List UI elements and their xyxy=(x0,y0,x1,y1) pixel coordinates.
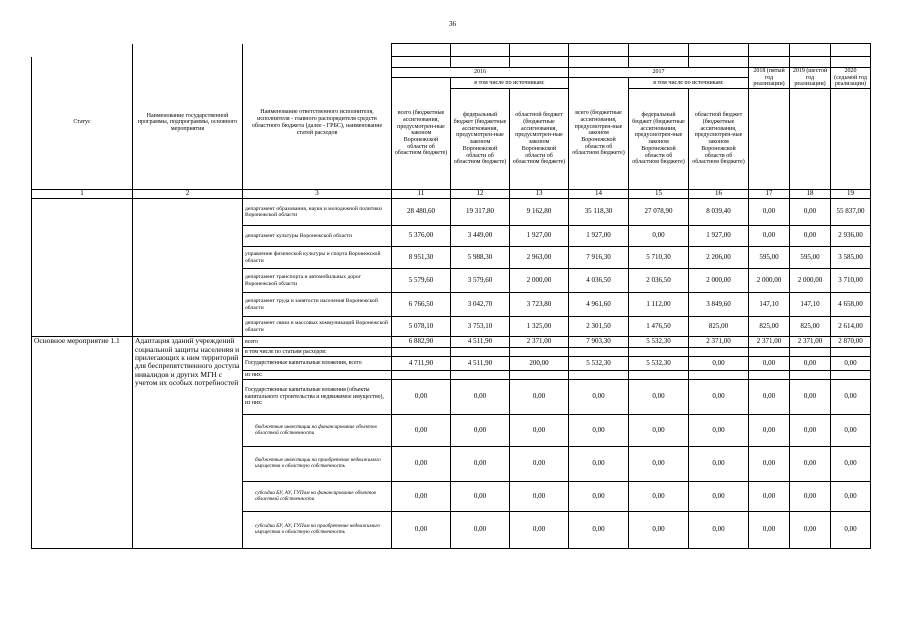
table-header xyxy=(32,44,871,199)
empty-cell xyxy=(831,371,871,380)
value-cell: 8 039,40 xyxy=(689,199,749,226)
value-cell: 825,00 xyxy=(749,317,790,337)
value-cell: 5 710,30 xyxy=(629,247,689,269)
sub-row-label: бюджетные инвестиции на финансирование объектов областной собственности xyxy=(243,415,392,447)
value-cell: 8 951,30 xyxy=(392,247,451,269)
header-empty-cell xyxy=(569,57,629,68)
value-cell: 0,00 xyxy=(392,380,451,415)
total-label: всего xyxy=(243,337,392,348)
value-cell: 0,00 xyxy=(831,415,871,447)
page-number: 36 xyxy=(449,20,456,28)
department-name: департамент связи и массовых коммуникаций Воронежской области xyxy=(243,317,392,337)
empty-cell xyxy=(689,371,749,380)
value-cell: 0,00 xyxy=(790,415,831,447)
value-cell: 3 849,60 xyxy=(689,293,749,317)
header-federal-2016: федеральный бюджет (бюджетные ассигнования, предусмотрен-ные законом Воронежской области об областном бюджете) xyxy=(451,89,510,190)
value-cell: 5 532,30 xyxy=(569,357,629,371)
empty-cell xyxy=(629,348,689,357)
value-cell: 5 988,30 xyxy=(451,247,510,269)
header-empty-cell xyxy=(243,44,392,57)
header-empty-cell xyxy=(790,57,831,68)
value-cell: 5 078,10 xyxy=(392,317,451,337)
header-year-2017: 2017 xyxy=(569,68,749,78)
empty-cell xyxy=(510,348,569,357)
value-cell: 7 903,30 xyxy=(569,337,629,348)
column-number: 12 xyxy=(451,190,510,199)
department-name: департамент образования, науки и молодежной политики Воронежской области xyxy=(243,199,392,226)
column-number: 19 xyxy=(831,190,871,199)
department-name: департамент труда и занятости населения Воронежской области xyxy=(243,293,392,317)
column-numbers-row xyxy=(32,190,871,199)
value-cell: 0,00 xyxy=(510,482,569,512)
header-empty-cell xyxy=(392,44,451,57)
table-row xyxy=(32,199,871,226)
value-cell: 0,00 xyxy=(392,512,451,549)
value-cell: 27 078,90 xyxy=(629,199,689,226)
value-cell: 3 585,00 xyxy=(831,247,871,269)
measure-name: Адаптация зданий учреждений социальной защиты населения и прилегающих к ним территорий для беспрепятственного доступа инвалидов и других МГН с учетом их особых потребностей xyxy=(133,337,243,549)
header-empty-cell xyxy=(831,44,871,57)
value-cell: 0,00 xyxy=(629,512,689,549)
value-cell: 0,00 xyxy=(790,380,831,415)
value-cell: 0,00 xyxy=(569,380,629,415)
value-cell: 4 961,60 xyxy=(569,293,629,317)
of-them-label: из них: xyxy=(243,371,392,380)
column-number: 14 xyxy=(569,190,629,199)
value-cell: 0,00 xyxy=(749,512,790,549)
value-cell: 0,00 xyxy=(790,447,831,482)
empty-cell xyxy=(629,371,689,380)
header-empty-cell xyxy=(689,44,749,57)
status-cell xyxy=(32,199,133,337)
value-cell: 0,00 xyxy=(629,380,689,415)
value-cell: 2 371,00 xyxy=(510,337,569,348)
value-cell: 2 371,00 xyxy=(790,337,831,348)
department-name: департамент транспорта и автомобильных дорог Воронежской области xyxy=(243,269,392,293)
empty-cell xyxy=(451,348,510,357)
value-cell: 0,00 xyxy=(831,380,871,415)
value-cell: 2 000,00 xyxy=(790,269,831,293)
value-cell: 3 579,60 xyxy=(451,269,510,293)
header-empty-cell xyxy=(451,44,510,57)
value-cell: 0,00 xyxy=(451,512,510,549)
empty-cell xyxy=(569,348,629,357)
value-cell: 0,00 xyxy=(392,447,451,482)
value-cell: 0,00 xyxy=(790,357,831,371)
value-cell: 825,00 xyxy=(689,317,749,337)
column-number: 1 xyxy=(32,190,133,199)
value-cell: 3 723,80 xyxy=(510,293,569,317)
value-cell: 0,00 xyxy=(749,447,790,482)
value-cell: 2 963,00 xyxy=(510,247,569,269)
empty-cell xyxy=(510,371,569,380)
value-cell: 0,00 xyxy=(749,482,790,512)
value-cell: 0,00 xyxy=(689,380,749,415)
value-cell: 0,00 xyxy=(451,482,510,512)
value-cell: 0,00 xyxy=(569,512,629,549)
value-cell: 1 927,00 xyxy=(689,226,749,247)
header-empty-cell xyxy=(569,44,629,57)
column-number: 13 xyxy=(510,190,569,199)
header-empty-cell xyxy=(790,89,831,190)
column-number: 2 xyxy=(133,190,243,199)
value-cell: 28 480,60 xyxy=(392,199,451,226)
value-cell: 0,00 xyxy=(831,482,871,512)
value-cell: 0,00 xyxy=(831,512,871,549)
value-cell: 4 658,00 xyxy=(831,293,871,317)
value-cell: 0,00 xyxy=(749,380,790,415)
value-cell: 0,00 xyxy=(392,482,451,512)
value-cell: 0,00 xyxy=(749,357,790,371)
value-cell: 2 036,50 xyxy=(629,269,689,293)
value-cell: 35 118,30 xyxy=(569,199,629,226)
articles-label: в том числе по статьям расходов: xyxy=(243,348,392,357)
header-status: Статус xyxy=(32,57,133,190)
value-cell: 2 371,00 xyxy=(749,337,790,348)
value-cell: 2 614,00 xyxy=(831,317,871,337)
value-cell: 1 112,00 xyxy=(629,293,689,317)
value-cell: 3 710,00 xyxy=(831,269,871,293)
value-cell: 0,00 xyxy=(629,226,689,247)
value-cell: 2 000,00 xyxy=(689,269,749,293)
value-cell: 0,00 xyxy=(689,512,749,549)
value-cell: 0,00 xyxy=(510,512,569,549)
empty-cell xyxy=(790,348,831,357)
header-total-2017: всего (бюджетные ассигнования, предусмотрен-ные законом Воронежской области об областном бюджете) xyxy=(569,78,629,190)
header-empty-cell xyxy=(451,57,510,68)
value-cell: 1 325,00 xyxy=(510,317,569,337)
sub-row-label: субсидии БУ, АУ, ГУПам на приобретение недвижимого имущества в областную собственность xyxy=(243,512,392,549)
value-cell: 2 936,00 xyxy=(831,226,871,247)
value-cell: 0,00 xyxy=(831,357,871,371)
value-cell: 55 837,00 xyxy=(831,199,871,226)
header-including-2017: в том числе по источникам: xyxy=(629,78,749,89)
value-cell: 825,00 xyxy=(790,317,831,337)
empty-cell xyxy=(689,348,749,357)
value-cell: 1 927,00 xyxy=(510,226,569,247)
header-empty-cell xyxy=(32,44,133,57)
sub-row-label: субсидии БУ, АУ, ГУПам на финансирование объектов областной собственности xyxy=(243,482,392,512)
value-cell: 5 579,60 xyxy=(392,269,451,293)
value-cell: 0,00 xyxy=(689,482,749,512)
measure-status: Основное мероприятие 1.1 xyxy=(32,337,133,549)
value-cell: 4 036,50 xyxy=(569,269,629,293)
value-cell: 1 476,50 xyxy=(629,317,689,337)
value-cell: 4 511,90 xyxy=(451,337,510,348)
header-year-2016: 2016 xyxy=(392,68,569,78)
column-number: 11 xyxy=(392,190,451,199)
value-cell: 3 042,70 xyxy=(451,293,510,317)
value-cell: 7 916,30 xyxy=(569,247,629,269)
value-cell: 2 206,00 xyxy=(689,247,749,269)
header-2018: 2018 (пятый год реализации) xyxy=(749,68,790,89)
value-cell: 0,00 xyxy=(569,415,629,447)
header-regional-2017: областной бюджет (бюджетные ассигнования, предусмотрен-ные законом Воронежской области об областном бюджете) xyxy=(689,89,749,190)
value-cell: 0,00 xyxy=(689,447,749,482)
value-cell: 4 511,90 xyxy=(451,357,510,371)
value-cell: 6 766,50 xyxy=(392,293,451,317)
empty-cell xyxy=(392,371,451,380)
header-2020: 2020 (седьмой год реализации) xyxy=(831,68,871,89)
empty-cell xyxy=(569,371,629,380)
column-number: 17 xyxy=(749,190,790,199)
value-cell: 200,00 xyxy=(510,357,569,371)
value-cell: 0,00 xyxy=(689,415,749,447)
value-cell: 2 371,00 xyxy=(689,337,749,348)
column-number: 16 xyxy=(689,190,749,199)
value-cell: 1 927,00 xyxy=(569,226,629,247)
value-cell: 0,00 xyxy=(831,447,871,482)
header-empty-cell xyxy=(510,44,569,57)
header-empty-cell xyxy=(629,57,689,68)
value-cell: 0,00 xyxy=(451,380,510,415)
value-cell: 595,00 xyxy=(790,247,831,269)
value-cell: 2 301,50 xyxy=(569,317,629,337)
program-cell xyxy=(133,199,243,337)
header-federal-2017: федеральный бюджет (бюджетные ассигнования, предусмотрен-ные законом Воронежской области об областном бюджете) xyxy=(629,89,689,190)
header-empty-cell xyxy=(392,57,451,68)
empty-cell xyxy=(790,371,831,380)
value-cell: 0,00 xyxy=(790,512,831,549)
value-cell: 9 162,80 xyxy=(510,199,569,226)
value-cell: 0,00 xyxy=(790,199,831,226)
header-empty-cell xyxy=(133,44,243,57)
value-cell: 2 870,00 xyxy=(831,337,871,348)
value-cell: 3 753,10 xyxy=(451,317,510,337)
value-cell: 0,00 xyxy=(569,447,629,482)
empty-cell xyxy=(831,348,871,357)
header-empty-cell xyxy=(749,57,790,68)
header-empty-cell xyxy=(689,57,749,68)
value-cell: 0,00 xyxy=(510,380,569,415)
value-cell: 0,00 xyxy=(629,482,689,512)
value-cell: 5 376,00 xyxy=(392,226,451,247)
column-number: 3 xyxy=(243,190,392,199)
value-cell: 2 000,00 xyxy=(510,269,569,293)
capital-label: Государственные капитальные вложения, всего xyxy=(243,357,392,371)
value-cell: 0,00 xyxy=(569,482,629,512)
column-number: 18 xyxy=(790,190,831,199)
header-empty-cell xyxy=(790,44,831,57)
value-cell: 0,00 xyxy=(629,447,689,482)
value-cell: 4 711,90 xyxy=(392,357,451,371)
empty-cell xyxy=(749,371,790,380)
value-cell: 2 000,00 xyxy=(749,269,790,293)
value-cell: 6 882,90 xyxy=(392,337,451,348)
table-row xyxy=(32,337,871,348)
empty-cell xyxy=(749,348,790,357)
value-cell: 0,00 xyxy=(451,447,510,482)
header-empty-cell xyxy=(629,44,689,57)
value-cell: 147,10 xyxy=(790,293,831,317)
header-empty-cell xyxy=(831,89,871,190)
value-cell: 0,00 xyxy=(451,415,510,447)
header-including-2016: в том числе по источникам: xyxy=(451,78,569,89)
header-2019: 2019 (шестой год реализации) xyxy=(790,68,831,89)
header-empty-cell xyxy=(831,57,871,68)
sub-row-label: бюджетные инвестиции на приобретение недвижимого имущества в областную собственность xyxy=(243,447,392,482)
header-program-name: Наименование государственной программы, подпрограммы, основного мероприятия xyxy=(133,57,243,190)
header-empty-cell xyxy=(510,57,569,68)
budget-table xyxy=(31,43,871,549)
value-cell: 147,10 xyxy=(749,293,790,317)
value-cell: 5 532,30 xyxy=(629,337,689,348)
header-regional-2016: областной бюджет (бюджетные ассигнования, предусмотрен-ные законом Воронежской области об областном бюджете) xyxy=(510,89,569,190)
empty-cell xyxy=(392,348,451,357)
empty-cell xyxy=(451,371,510,380)
value-cell: 0,00 xyxy=(689,357,749,371)
value-cell: 0,00 xyxy=(790,226,831,247)
header-empty-cell xyxy=(749,89,790,190)
value-cell: 0,00 xyxy=(749,415,790,447)
value-cell: 3 449,00 xyxy=(451,226,510,247)
header-empty-cell xyxy=(749,44,790,57)
value-cell: 0,00 xyxy=(749,226,790,247)
column-number: 15 xyxy=(629,190,689,199)
value-cell: 0,00 xyxy=(749,199,790,226)
value-cell: 0,00 xyxy=(790,482,831,512)
value-cell: 19 317,80 xyxy=(451,199,510,226)
value-cell: 0,00 xyxy=(392,415,451,447)
department-name: управление физической культуры и спорта Воронежской области xyxy=(243,247,392,269)
value-cell: 0,00 xyxy=(510,415,569,447)
value-cell: 5 532,30 xyxy=(629,357,689,371)
header-executor: Наименование ответственного исполнителя, исполнителя - главного распорядителя средств областного бюджета (далее - ГРБС), наименование статей расходов xyxy=(243,57,392,190)
sub-row-label: Государственные капитальные вложения (объекты капитального строительства и недвижимое имущество), из них: xyxy=(243,380,392,415)
value-cell: 0,00 xyxy=(510,447,569,482)
value-cell: 0,00 xyxy=(629,415,689,447)
value-cell: 595,00 xyxy=(749,247,790,269)
header-total-2016: всего (бюджетные ассигнования, предусмотрен-ные законом Воронежской области об областном бюджете) xyxy=(392,78,451,190)
department-name: департамент культуры Воронежской области xyxy=(243,226,392,247)
